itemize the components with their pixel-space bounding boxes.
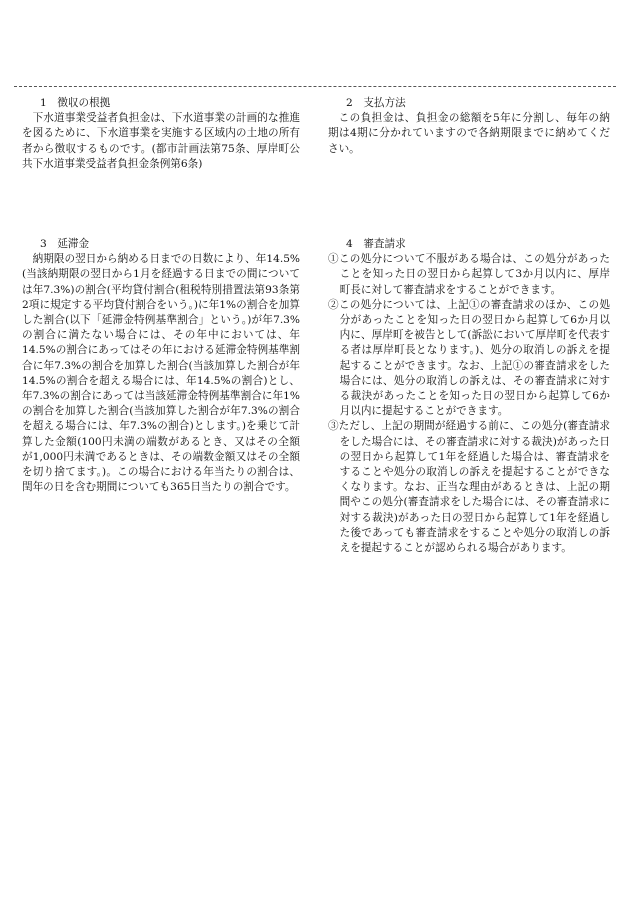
section-heading: 4 審査請求 [346, 238, 406, 250]
appeal-list [328, 252, 610, 556]
section-payment-method [328, 96, 610, 157]
list-item: ①この処分について不服がある場合は、この処分があったことを知った日の翌日から起算して3か月以内に、厚岸町長に対して審査請求をすることができます。 [328, 253, 610, 296]
section-appeal [328, 237, 610, 556]
section-heading: 2 支払方法 [346, 97, 406, 109]
section-body: 納期限の翌日から納める日までの日数により、年14.5%(当該納期限の翌日から1月を経過する日までの間については年7.3%)の割合(平均貸付割合(租税特別措置法第93条第2項に規定する平均貸付割合をいう。)に年1%の割合を加算した割合(以下「延滞金特例基準割合」という。)が年7.3%の割合に満たない場合には、その年中においては、年14.5%の割合にあってはその年における延滞金特例基準割合に年7.3%の割合を加算した割合(当該加算した割合が年14.5%の割合を超える場合には、年14.5%の割合)とし、年7.3%の割合にあっては当該延滞金特例基準割合に年1%の割合を加算した割合(当該加算した割合が年7.3%の割合を超える場合には、年7.3%の割合)とします。)を乗じて計算した金額(100円未満の端数があるとき、又はその全額が1,000円未満であるときは、その端数金額又はその全額を切り捨てます。)。この場合における年当たりの割合は、閏年の日を含む期間についても365日当たりの割合です。 [22, 253, 300, 494]
section-collection-basis [22, 96, 300, 172]
list-item: ②この処分については、上記①の審査請求のほか、この処分があったことを知った日の翌日から起算して6か月以内に、厚岸町を被告として(訴訟において厚岸町を代表する者は厚岸町長となります。)、処分の取消しの訴えを提起することができます。なお、上記①の審査請求をした場合には、処分の取消しの訴えは、その審査請求に対する裁決があったことを知った日の翌日から起算して6か月以内に提起することができます。 [328, 298, 610, 418]
list-item: ③ただし、上記の期間が経過する前に、この処分(審査請求をした場合には、その審査請求に対する裁決)があった日の翌日から起算して1年を経過した場合は、審査請求をすることや処分の取消しの訴えを提起することができなくなります。なお、正当な理由があるときは、上記の期間やこの処分(審査請求をした場合には、その審査請求に対する裁決)があった日の翌日から起算して1年を経過した後であっても審査請求をすることや処分の取消しの訴えを提起することが認められる場合があります。 [328, 420, 610, 555]
section-heading: 3 延滞金 [40, 238, 90, 250]
section-heading: 1 徴収の根拠 [40, 97, 111, 109]
section-late-fee [22, 237, 300, 495]
dashed-divider [14, 86, 616, 87]
section-body: この負担金は、負担金の総額を5年に分割し、毎年の納期は4期に分かれていますので各納期限までに納めてください。 [328, 112, 610, 155]
section-body: 下水道事業受益者負担金は、下水道事業の計画的な推進を図るために、下水道事業を実施する区域内の土地の所有者から徴収するものです。(都市計画法第75条、厚岸町公共下水道事業受益者負担金条例第6条) [22, 112, 300, 170]
